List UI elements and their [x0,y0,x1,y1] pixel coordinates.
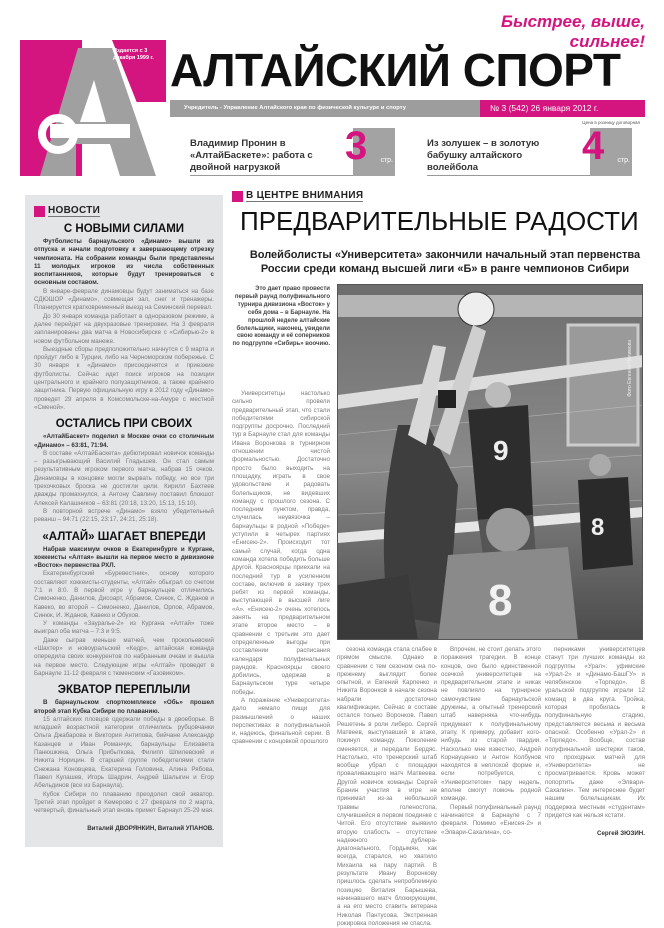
issue-number: № 3 (542) 26 января 2012 г. [480,100,645,117]
news-lead: «АлтайБаскет» поделил в Москве очки со столичным «Динамо» – 63:81, 71:94. [34,433,214,449]
news-headline: ОСТАЛИСЬ ПРИ СВОИХ [55,418,193,431]
article-column-2 [337,646,437,928]
teaser-text: Из золушек – в золотую бабушку алтайского волейбола [427,138,540,173]
news-paragraph: Кубок Сибири по плаванию преодолел свой экватор. Третий этап пройдет в Кемерово с 27 февраля по 2 марта, четвертый, финальный этап вновь примет Барнаул 25-29 мая. [34,790,215,815]
news-rubric: НОВОСТИ [34,205,214,217]
article-paragraph: Университетцы настолько сильно провели предварительный этап, что стали победителями сибирской подгруппы досрочно. Последний тур в Барнауле стал для команды Ивана Воронкова в турнирном отношении чистой формальностью. Достаточно просто было выходить на площадку, играть в свое удовольствие и радовать болельщиков, не видевших команду с прошлого сезона. С последним пунктом, правда, случилась неувязочка – барнаульцы в родной «Победе» уступили в четырех партиях «Енисею-2». Происходит тот самый случай, когда одна команда хотела победить больше другой. Красноярцы приехали на последний тур в усиленном составе, включив в заявку трех ребят из первой команды, выступающей в высшей лиге «А». «Енисею-2» очень хотелось занять на предварительном этапе второе место – в сравнении с третьим это дает определенные выгоды при составлении расписания календаря полуфинальных раундов. Красноярцы своего добились, одержав в Барнаульском туре четыре победы. [232,390,330,696]
news-paragraph: Екатеринбургский «Буревестник», основу которого составляют хоккеисты-студенты, «Алтай» обыграл со счетом 7:1 и 8:0. В первой игре у барнаульцев отличились Симоненко, Данилов, Дисоарт, Абрамов, Синюк, С. Жданов и Кавеко, во второй – Симоненко, Данилов, Орлов, Абрамов, Синюк, И. Жданов, Кавеко и Обухов. [34,570,214,619]
article-column-3 [441,646,541,837]
article-paragraph: перниками университетцев станут три лучших команды из подгруппы «Урал»: уфимские «Урал-2» и «Динамо-БашГУ» и челябинское «Торпедо». В уральской подгруппе играли 12 команд в два круга. Тройка, которая пробилась в полуфинальную стадию, представляется весьма и весьма опасной. Особенно «Урал-2» и «Торпедо». Вообще, состав полуфинальной шестерки таков, что проходных матчей для «Университета» не просматривается. Кровь может попортить даже «Элвари-Сахалин». Тем интереснее будет нашим болельщикам. Их поддержка местным «студентам» придется как нельзя кстати. [545,646,645,819]
price-note: Цена в розницу договорная [582,120,640,125]
main-headline: ПРЕДВАРИТЕЛЬНЫЕ РАДОСТИ [240,206,639,236]
photo-credit: Фото Евгения Налимова [627,340,633,397]
newspaper-title: АЛТАЙСКИЙ СПОРТ [170,44,621,96]
news-lead: Набрав максимум очков в Екатеринбурге и Кургане, хоккеисты «Алтая» вышли на первое место в дивизионе «Восток» первенства РХЛ. [34,545,214,570]
news-paragraph: В январе-феврале динамовцы будут заниматься на базе СДЮШОР «Динамо», совмещая зал, снег и тренажеры. Планируется кратковременный выезд на Семинский перевал. [34,287,214,312]
news-lead: В барнаульском спорткомплексе «Обь» прошел второй этап Кубка Сибири по плаванию. [34,699,214,715]
news-headline: С НОВЫМИ СИЛАМИ [63,223,185,235]
news-paragraph: 15 алтайских пловцов одержали победы в двоеборье. В младшей возрастной категории отличились рубцовчанки Ольга Джабарова и Виктория Антипова, бийчане Александр Казанцев и Иван Романчук, барнаульцы Елизавета Панюшкина, Ольга Прибыткова, Филипп Шпилевский и Никита Норицин. В старшей группе победителями стали Снежана Коновцева, Екатерина Головина, Алина Рябова, Павел Кулашев, Игорь Шадрин, Андрей Шалыгин и Егор Абельдинов (все из Барнаула). [34,715,214,790]
news-headline: ЭКВАТОР ПЕРЕПЛЫЛИ [57,684,191,697]
news-paragraph: Выездные сборы предположительно начнутся с 9 марта и пройдут либо в Турции, либо на Черноморском побережье. С 30 января к «Динамо» присоединятся и приезжие футболисты. Сейчас идет поиск игроков на позиции центрального и крайнего полузащитников, а также крайнего защитника. Первую официальную игру в 2012 году «Динамо» проведет 29 апреля в Комсомольске-на-Амуре с местной «Сменой». [34,345,214,411]
article-paragraph: А поражение «Университета» дало немало пищи для размышлений о наших перспективах в полуфинальной и, надеюсь, финальной серии. В сравнении с концовкой прошлого [232,696,330,746]
teaser-text: Владимир Пронин в «АлтайБаскете»: работа с двойной нагрузкой [190,138,313,173]
jersey-number: 8 [488,576,513,625]
page-ref: 3 стр. [353,128,395,176]
main-rubric: В ЦЕНТРЕ ВНИМАНИЯ [232,190,363,202]
jersey-number: 8 [591,514,605,541]
teaser-page-3[interactable] [190,124,395,176]
news-paragraph: До 30 января команда работает в одноразовом режиме, а далее перейдет на двухразовые тренировки. На 3 февраля запланированы два матча в Новосибирске с «Сибирью-2» в новом футбольном манеже. [34,312,214,345]
article-column-1 [232,390,330,747]
article-column-4 [545,646,645,837]
article-paragraph: Первый полуфинальный раунд начинается в Барнауле с 7 февраля. Помимо «Енисея-2» и «Элвари-Сахалина», со- [441,803,541,836]
since-note: Издается с 3 декабря 1999 г. [113,48,154,61]
news-headline: «АЛТАЙ» ШАГАЕТ ВПЕРЕДИ [42,530,206,543]
slogan: Быстрее, выше, сильнее! [501,12,645,51]
news-paragraph: В составе «АлтайБаскета» дебютировал новичок команды – разыгрывающий Василий Гладышев. Он стал самым результативным игроком первого матча, набрав 15 очков. Динамовцы в концовке могли вырвать победу, но все три трехочковых броска не достигли цели. Кирилл Бахтеев дважды промахнулся, а Антону Савлину поставил блокшот Алексей Калашников – 63:81 (20:18, 13:20, 15:13, 15:10). [34,449,214,507]
article-paragraph: Впрочем, не стоит делать этого поражения трагедии. В конце концов, оно было единственной осечкой университетцев на предварительном этапе и никак не повлияло на турнирное самочувствие барнаульской дружины, а опытный тренерский штаб наверняка что-нибудь придумает к полуфинальному этапу. К примеру, добавит кого-нибудь из старой гвардии. Насколько мне известно, Андрей Корнауценко и Антон Колбунов находятся в неплохой форме и, если потребуется, с «Университетом» пару недель, вполне смогут помочь родной команде. [441,646,541,803]
news-paragraph: У команды «Зауралье-2» из Кургана «Алтай» тоже выиграл оба матча – 7:3 и 9:5. [34,620,214,636]
news-paragraph: Даже сыграв меньше матчей, чем прокопьевский «Шахтер» и новоуральский «Кедр», алтайская команда опередила своих конкурентов по набранным очкам и вышла на первое место. Следующие игры «Алтай» проведет в Барнауле 11-12 февраля с тюменским «Газовиком». [34,636,214,677]
news-lead: Футболисты барнаульского «Динамо» вышли из отпуска и начали подготовку к завершающему отрезку чемпионата. На собрании команды были представлены 11 молодых игроков из числа собственных воспитанников, которые будут тренироваться с основным составом. [34,238,214,287]
article-signature: Сергей ЗЮЗИН. [597,830,645,838]
news-signature: Виталий ДВОРЯНКИН, Виталий УПАНОВ. [87,825,214,833]
volleyball-photo [337,284,643,640]
main-intro: Это дает право провести первый раунд полуфинального турнира дивизиона «Восток» у себя дома – в Барнауле. На прошлой неделе алтайские болельщики, наконец, увидели свою команду и её соперников по подгруппе «Сибирь» воочию. [232,286,330,348]
founder-bar: Учредитель - Управление Алтайского края по физической культуре и спорту [170,100,480,117]
news-column [25,195,223,847]
jersey-number: 9 [493,435,509,466]
page-ref: 4 стр. [590,128,632,176]
teaser-page-4[interactable] [427,124,632,176]
news-paragraph: В повторной встрече «Динамо» взяло убедительный реванш – 94:71 (22:15, 23:17, 24:21, 25:18). [34,507,214,524]
main-subheadline: Волейболисты «Университета» закончили начальный этап первенства России среди команд высшей лиги «Б» в ранге чемпионов Сибири [249,249,641,275]
article-paragraph: сезона команда стала слабее в прямом смысле. Однако в сравнении с тем сезоном она по-прежнему выглядит более опытной, и Евгений Карпенко и Никита Воронков в начале сезона набрали достаточно квалификации. Сейчас в составе остался только Воронков. Павел Решетень в роли либеро. Сергей Матвеев, выступавший в атаке, покинул команду. Поколение сменяется, и передали Бердяс. Настолько, что тренерский штаб вообще убрал с площадки проваливающего матч Матвеева. Другой новичок команды Сергей Бранин участия в игре не принимал из-за небольшой травмы голеностопа, случившейся в первом поединке с Читой. Его отсутствие выявило вторую слабость – отсутствие надежного дублера-диагонального. Гордымян, как всегда, старался, но хватило Михаила на пару партий. В результате Ивану Воронкову пришлось сделать непроблемную позицию Виталия Барышева, начинавшего матч блокирующим, а на его место ставить ветерана Николая Пантусова. Экстренная рокировка положения не спасла. [337,646,437,927]
